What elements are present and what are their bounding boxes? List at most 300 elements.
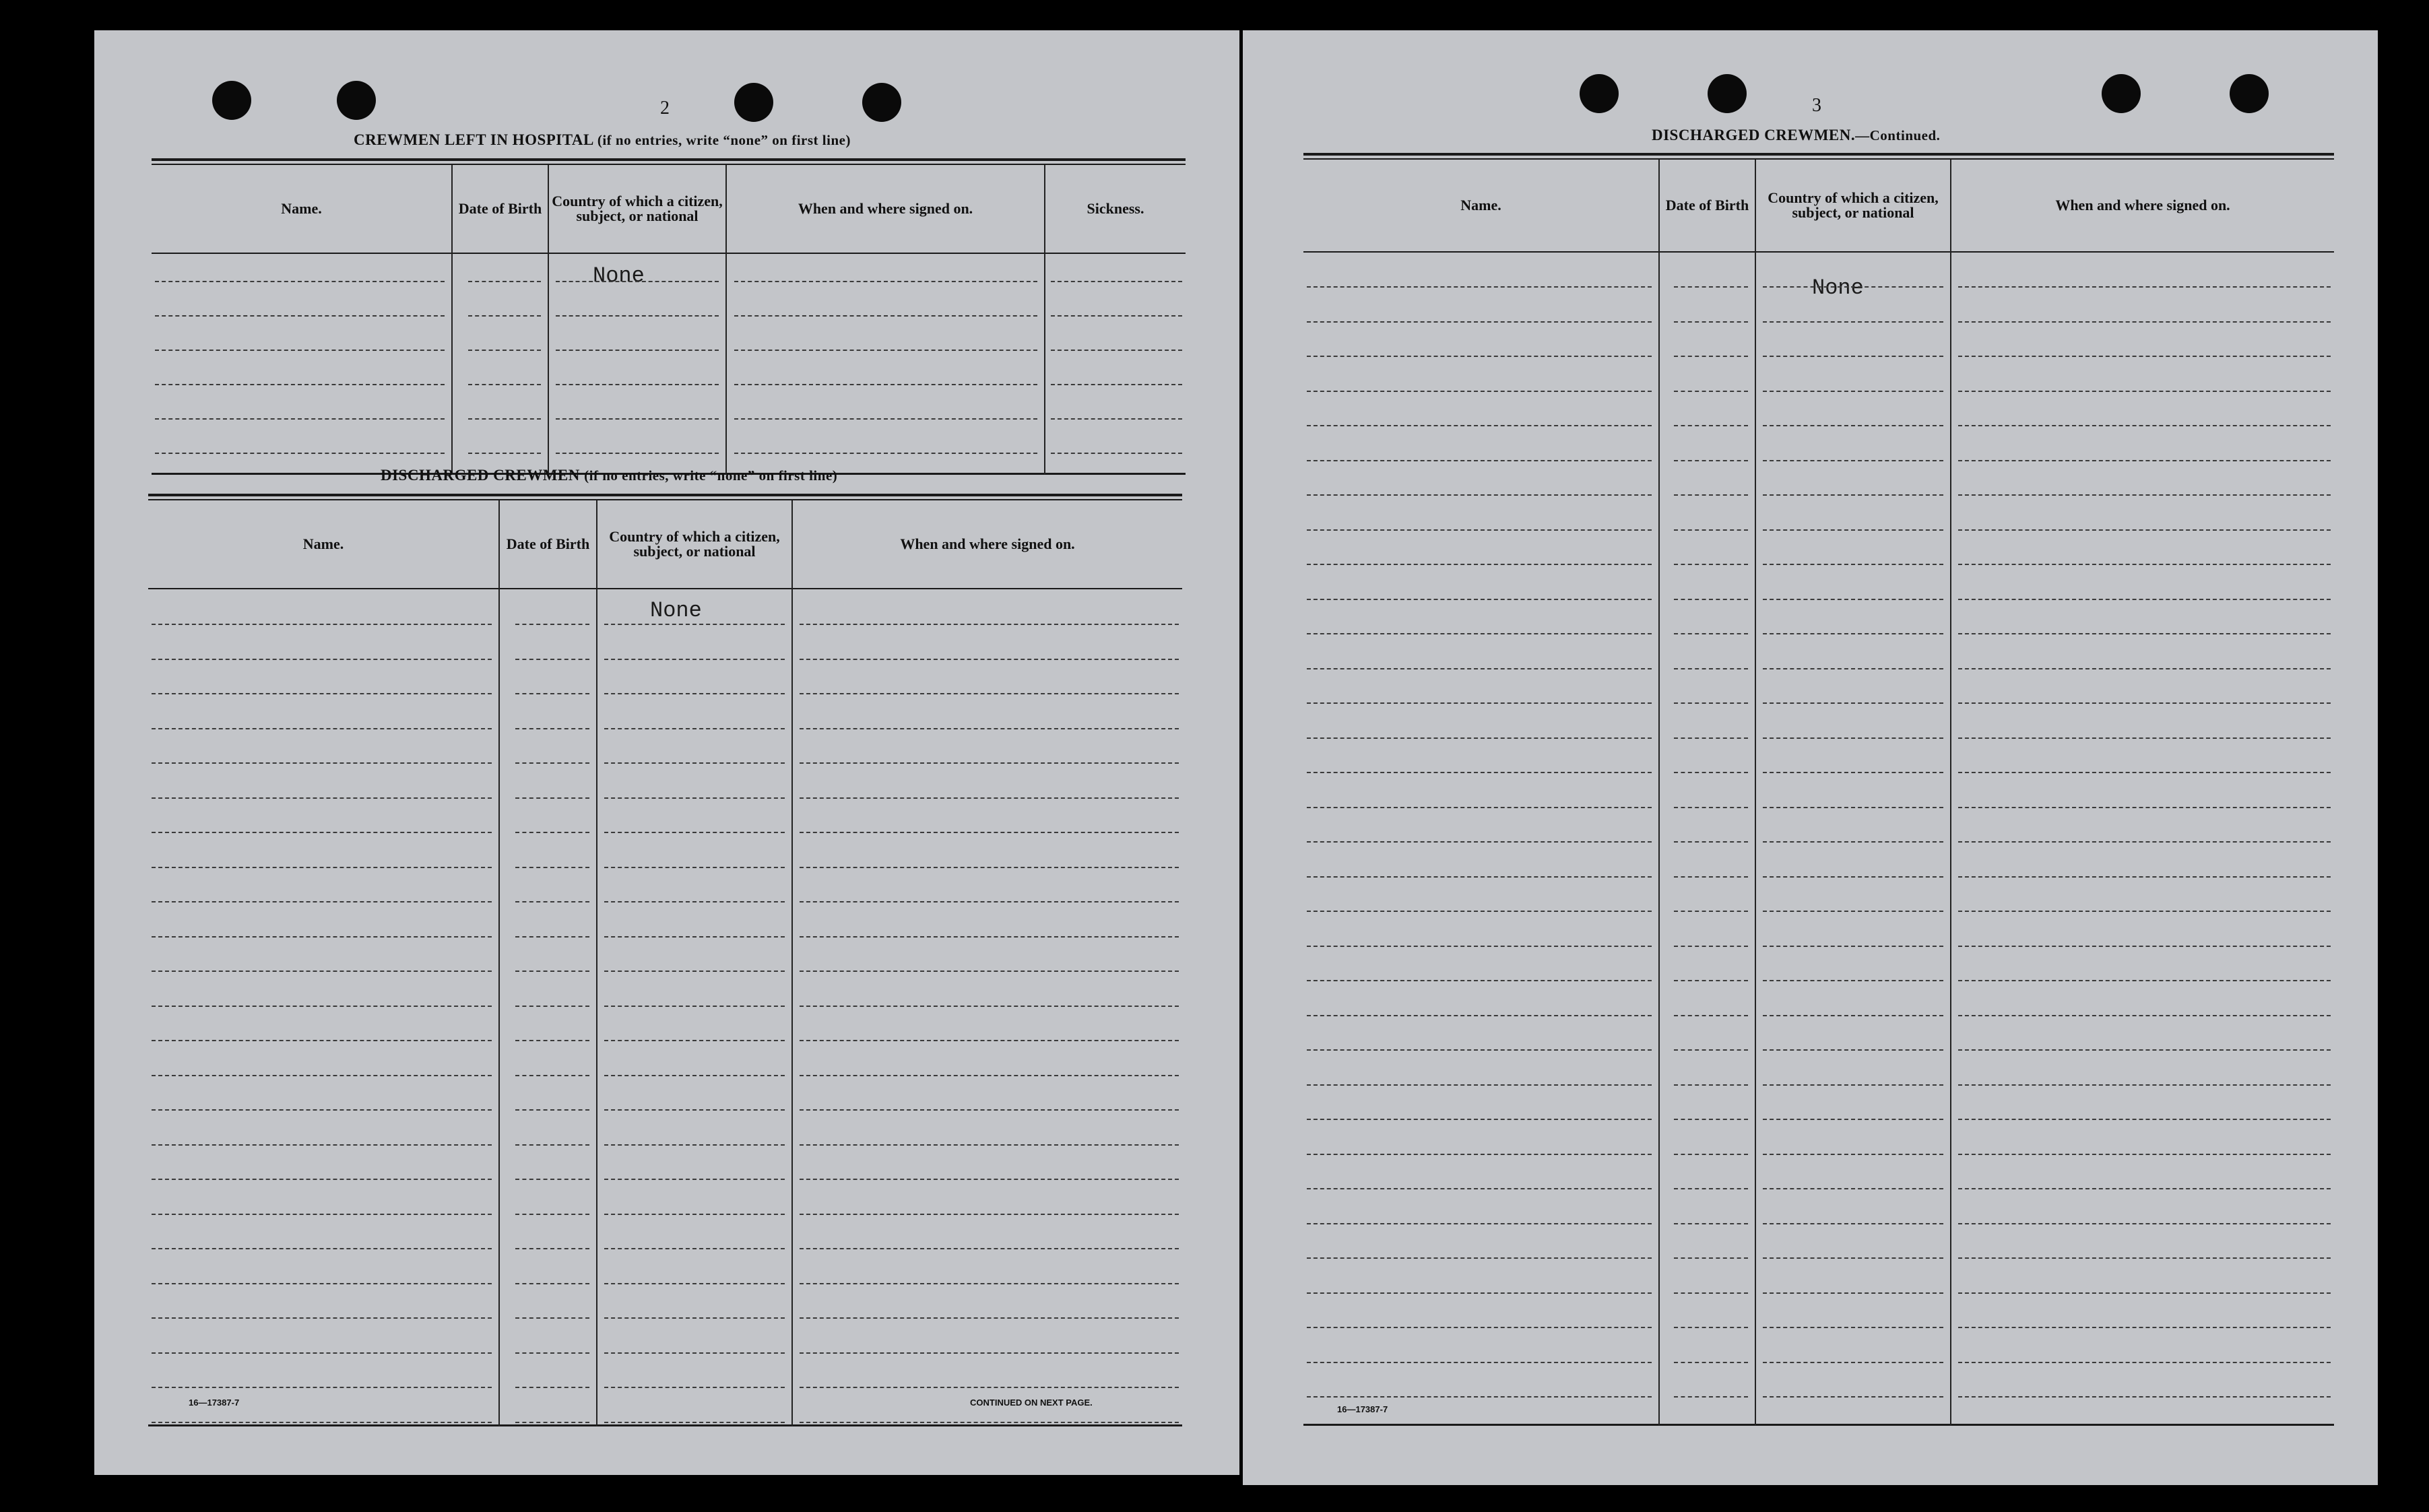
ruled-line (1051, 453, 1182, 454)
ruled-line (1763, 599, 1943, 600)
ruled-line (1307, 1154, 1652, 1155)
ruled-line (800, 728, 1179, 729)
ruled-line (1763, 425, 1943, 426)
ruled-line (152, 901, 492, 902)
ruled-line (1958, 1257, 2331, 1259)
ruled-line (800, 832, 1179, 833)
ruled-line (515, 1144, 589, 1146)
ruled-line (556, 453, 719, 454)
ruled-line (734, 384, 1037, 385)
ruled-line (604, 1248, 785, 1249)
ruled-line (1307, 1049, 1652, 1051)
ruled-line (1958, 668, 2331, 669)
ruled-line (1763, 564, 1943, 565)
ruled-line (152, 1214, 492, 1215)
ruled-line (1958, 1223, 2331, 1224)
ruled-line (604, 971, 785, 972)
ruled-line (1958, 911, 2331, 912)
ruled-line (1307, 1084, 1652, 1086)
ruled-line (155, 315, 445, 317)
ruled-line (1958, 356, 2331, 357)
ruled-line (515, 936, 589, 938)
ruled-line (515, 1214, 589, 1215)
page-number: 3 (1812, 95, 1821, 116)
ruled-line (604, 659, 785, 660)
ruled-line (1674, 807, 1748, 808)
punch-hole (2230, 74, 2269, 113)
ruled-line (152, 1075, 492, 1076)
ruled-line (604, 1144, 785, 1146)
ruled-line (604, 624, 785, 625)
ruled-line (155, 350, 445, 351)
ruled-line (152, 936, 492, 938)
ruled-line (152, 1248, 492, 1249)
column-header-name: Name. (302, 535, 344, 552)
ruled-line (800, 624, 1179, 625)
ruled-line (152, 1352, 492, 1354)
ruled-line (515, 797, 589, 799)
ruled-line (1763, 1049, 1943, 1051)
column-header-dob: Date of Birth (1665, 197, 1749, 213)
ruled-line (1763, 1119, 1943, 1120)
ruled-line (1958, 980, 2331, 981)
ruled-line (1674, 1119, 1748, 1120)
punch-hole (212, 81, 251, 120)
ruled-line (800, 971, 1179, 972)
ruled-line (1958, 807, 2331, 808)
ruled-line (800, 1387, 1179, 1388)
ruled-line (800, 867, 1179, 868)
ruled-line (152, 1283, 492, 1284)
ruled-line (515, 1109, 589, 1111)
ruled-line (800, 693, 1179, 694)
ruled-line (800, 797, 1179, 799)
ruled-line (1958, 1049, 2331, 1051)
column-header-dob: Date of Birth (458, 200, 542, 217)
ruled-line (468, 453, 541, 454)
column-header-country: Country of which a citizen, subject, or national (609, 528, 780, 560)
ruled-line (1674, 633, 1748, 634)
ruled-line (1958, 1292, 2331, 1294)
ruled-line (1763, 876, 1943, 878)
ruled-line (800, 1422, 1179, 1423)
ruled-line (604, 1214, 785, 1215)
hospital-section-title (354, 131, 851, 149)
ruled-line (1958, 321, 2331, 323)
ruled-line (1763, 460, 1943, 461)
ruled-line (1307, 980, 1652, 981)
discharged-title-text: DISCHARGED CREWMEN (381, 467, 580, 484)
ruled-line (1958, 391, 2331, 392)
ruled-line (1674, 702, 1748, 704)
ruled-line (604, 867, 785, 868)
ruled-line (1958, 1119, 2331, 1120)
ruled-line (468, 315, 541, 317)
right-page (1243, 30, 2378, 1485)
ruled-line (155, 384, 445, 385)
punch-hole (337, 81, 376, 120)
ruled-line (515, 624, 589, 625)
ruled-line (604, 1075, 785, 1076)
ruled-line (1958, 564, 2331, 565)
discharged-continued-table (1303, 153, 2334, 1426)
ruled-line (152, 797, 492, 799)
ruled-line (1763, 1396, 1943, 1398)
ruled-line (1307, 737, 1652, 739)
punch-hole (1708, 74, 1747, 113)
ruled-line (152, 832, 492, 833)
ruled-line (1307, 841, 1652, 843)
ruled-line (152, 1006, 492, 1007)
ruled-line (515, 693, 589, 694)
ruled-line (152, 1109, 492, 1111)
ruled-line (152, 762, 492, 764)
ruled-line (1674, 1084, 1748, 1086)
column-header-name: Name. (1460, 197, 1501, 213)
continued-suffix: —Continued. (1855, 127, 1941, 143)
ruled-line (152, 1144, 492, 1146)
ruled-line (515, 1387, 589, 1388)
ruled-line (800, 1214, 1179, 1215)
ruled-line (1763, 356, 1943, 357)
ruled-line (1763, 807, 1943, 808)
ruled-line (1958, 1362, 2331, 1363)
ruled-line (1051, 350, 1182, 351)
ruled-line (1958, 599, 2331, 600)
ruled-line (152, 624, 492, 625)
ruled-line (1307, 564, 1652, 565)
ruled-line (1763, 1015, 1943, 1016)
punch-hole (862, 83, 901, 122)
ruled-line (1307, 494, 1652, 496)
ruled-line (1307, 946, 1652, 947)
ruled-line (515, 901, 589, 902)
ruled-line (1307, 807, 1652, 808)
ruled-line (515, 728, 589, 729)
ruled-line (1958, 1084, 2331, 1086)
ruled-line (1763, 980, 1943, 981)
ruled-line (1307, 1362, 1652, 1363)
ruled-line (1674, 911, 1748, 912)
ruled-line (515, 1317, 589, 1319)
ruled-line (734, 315, 1037, 317)
ruled-line (1307, 321, 1652, 323)
ruled-line (1307, 911, 1652, 912)
ruled-line (1958, 1015, 2331, 1016)
ruled-line (1674, 460, 1748, 461)
ruled-line (1763, 1154, 1943, 1155)
ruled-line (1674, 391, 1748, 392)
hospital-entry: None (593, 263, 645, 288)
ruled-line (604, 1179, 785, 1180)
ruled-line (1958, 1396, 2331, 1398)
ruled-line (604, 1109, 785, 1111)
ruled-line (1307, 1327, 1652, 1328)
ruled-line (1763, 494, 1943, 496)
ruled-line (515, 832, 589, 833)
ruled-line (1307, 876, 1652, 878)
column-header-name: Name. (281, 200, 322, 217)
ruled-line (1958, 737, 2331, 739)
ruled-line (1763, 1223, 1943, 1224)
ruled-line (1307, 772, 1652, 773)
ruled-line (1674, 1223, 1748, 1224)
ruled-line (800, 1283, 1179, 1284)
ruled-line (1674, 1257, 1748, 1259)
ruled-line (1307, 286, 1652, 288)
ruled-line (1674, 599, 1748, 600)
column-header-sickness: Sickness. (1087, 200, 1144, 217)
punch-hole (1580, 74, 1619, 113)
continued-note: CONTINUED ON NEXT PAGE. (970, 1398, 1093, 1408)
ruled-line (1763, 946, 1943, 947)
ruled-line (1763, 391, 1943, 392)
column-header-signed-on: When and where signed on. (900, 535, 1075, 552)
ruled-line (1051, 384, 1182, 385)
ruled-line (1958, 1154, 2331, 1155)
ruled-line (604, 1317, 785, 1319)
ruled-line (1674, 772, 1748, 773)
form-number: 16—17387-7 (1337, 1404, 1388, 1414)
ruled-line (604, 901, 785, 902)
ruled-line (1674, 1327, 1748, 1328)
ruled-line (1763, 1188, 1943, 1189)
ruled-line (1307, 633, 1652, 634)
ruled-line (1763, 1327, 1943, 1328)
ruled-line (1763, 286, 1943, 288)
ruled-line (1307, 668, 1652, 669)
ruled-line (1674, 1188, 1748, 1189)
ruled-line (1051, 418, 1182, 420)
hospital-instruction: (if no entries, write “none” on first line) (597, 132, 851, 148)
ruled-line (1307, 1257, 1652, 1259)
form-number: 16—17387-7 (189, 1398, 240, 1408)
ruled-line (1307, 1292, 1652, 1294)
page-number: 2 (660, 98, 670, 119)
ruled-line (1674, 1292, 1748, 1294)
ruled-line (1763, 1292, 1943, 1294)
ruled-line (1958, 460, 2331, 461)
ruled-line (1958, 425, 2331, 426)
ruled-line (604, 1352, 785, 1354)
ruled-line (800, 1109, 1179, 1111)
ruled-line (515, 1352, 589, 1354)
ruled-line (468, 418, 541, 420)
ruled-line (1307, 1396, 1652, 1398)
ruled-line (1763, 1362, 1943, 1363)
ruled-line (1763, 737, 1943, 739)
ruled-line (1763, 702, 1943, 704)
ruled-line (604, 1283, 785, 1284)
ruled-line (556, 384, 719, 385)
discharged-entry: None (650, 598, 702, 623)
discharged-continued-title-text: DISCHARGED CREWMEN. (1652, 127, 1856, 143)
discharged-continued-entry: None (1812, 275, 1864, 300)
ruled-line (800, 1248, 1179, 1249)
ruled-line (734, 281, 1037, 282)
ruled-line (800, 1075, 1179, 1076)
ruled-line (1674, 841, 1748, 843)
ruled-line (1307, 1188, 1652, 1189)
ruled-line (468, 350, 541, 351)
ruled-line (800, 1352, 1179, 1354)
punch-hole (2102, 74, 2141, 113)
ruled-line (155, 453, 445, 454)
ruled-line (152, 1317, 492, 1319)
ruled-line (734, 418, 1037, 420)
ruled-line (800, 762, 1179, 764)
ruled-line (515, 1006, 589, 1007)
discharged-section-title (381, 467, 837, 484)
hospital-table (152, 158, 1186, 475)
ruled-line (1674, 494, 1748, 496)
ruled-line (556, 418, 719, 420)
ruled-line (800, 936, 1179, 938)
ruled-line (1307, 1015, 1652, 1016)
ruled-line (1674, 876, 1748, 878)
ruled-line (604, 728, 785, 729)
column-header-signed-on: When and where signed on. (2055, 197, 2230, 213)
ruled-line (152, 1179, 492, 1180)
ruled-line (515, 659, 589, 660)
ruled-line (468, 281, 541, 282)
ruled-line (556, 281, 719, 282)
ruled-line (800, 1040, 1179, 1041)
ruled-line (1763, 772, 1943, 773)
ruled-line (515, 1179, 589, 1180)
ruled-line (604, 1422, 785, 1423)
ruled-line (1674, 529, 1748, 531)
ruled-line (1674, 286, 1748, 288)
ruled-line (1674, 668, 1748, 669)
ruled-line (152, 867, 492, 868)
ruled-line (1958, 1327, 2331, 1328)
ruled-line (1763, 321, 1943, 323)
ruled-line (152, 659, 492, 660)
ruled-line (604, 1387, 785, 1388)
ruled-line (155, 281, 445, 282)
ruled-line (515, 1283, 589, 1284)
ruled-line (800, 1317, 1179, 1319)
ruled-line (604, 832, 785, 833)
ruled-line (1674, 564, 1748, 565)
ruled-line (515, 1422, 589, 1423)
ruled-line (1674, 1049, 1748, 1051)
discharged-instruction: (if no entries, write “none” on first line) (584, 467, 838, 484)
ruled-line (1763, 841, 1943, 843)
ruled-line (1307, 1223, 1652, 1224)
ruled-line (1958, 876, 2331, 878)
ruled-line (604, 1040, 785, 1041)
column-header-country: Country of which a citizen, subject, or national (552, 193, 723, 224)
ruled-line (1051, 281, 1182, 282)
ruled-line (556, 315, 719, 317)
ruled-line (800, 1144, 1179, 1146)
ruled-line (1674, 1396, 1748, 1398)
ruled-line (152, 1422, 492, 1423)
ruled-line (468, 384, 541, 385)
ruled-line (152, 971, 492, 972)
ruled-line (1674, 425, 1748, 426)
ruled-line (1307, 702, 1652, 704)
ruled-line (1763, 1257, 1943, 1259)
ruled-line (734, 350, 1037, 351)
ruled-line (1958, 841, 2331, 843)
ruled-line (1674, 321, 1748, 323)
ruled-line (604, 1006, 785, 1007)
ruled-line (515, 1248, 589, 1249)
ruled-line (1674, 737, 1748, 739)
ruled-line (1674, 356, 1748, 357)
ruled-line (1958, 633, 2331, 634)
ruled-line (604, 693, 785, 694)
ruled-line (1674, 946, 1748, 947)
ruled-line (1307, 391, 1652, 392)
hospital-title-text: CREWMEN LEFT IN HOSPITAL (354, 131, 593, 148)
ruled-line (1958, 286, 2331, 288)
ruled-line (1307, 460, 1652, 461)
left-page (94, 30, 1239, 1475)
ruled-line (1958, 1188, 2331, 1189)
ruled-line (1307, 1119, 1652, 1120)
ruled-line (800, 1179, 1179, 1180)
discharged-table (148, 494, 1182, 1426)
ruled-line (604, 797, 785, 799)
ruled-line (1763, 633, 1943, 634)
ruled-line (1763, 668, 1943, 669)
ruled-line (515, 867, 589, 868)
ruled-line (1307, 599, 1652, 600)
ruled-line (152, 693, 492, 694)
ruled-line (1051, 315, 1182, 317)
ruled-line (1958, 772, 2331, 773)
discharged-continued-title (1652, 127, 1940, 144)
ruled-line (800, 1006, 1179, 1007)
ruled-line (1958, 494, 2331, 496)
ruled-line (1307, 425, 1652, 426)
ruled-line (604, 762, 785, 764)
ruled-line (515, 971, 589, 972)
column-header-signed-on: When and where signed on. (798, 200, 973, 217)
ruled-line (1307, 356, 1652, 357)
ruled-line (734, 453, 1037, 454)
ruled-line (1958, 946, 2331, 947)
column-header-country: Country of which a citizen, subject, or national (1768, 189, 1939, 221)
ruled-line (1674, 980, 1748, 981)
ruled-line (152, 1040, 492, 1041)
ruled-line (1763, 911, 1943, 912)
ruled-line (800, 901, 1179, 902)
ruled-line (1958, 702, 2331, 704)
punch-hole (734, 83, 773, 122)
ruled-line (152, 728, 492, 729)
ruled-line (152, 1387, 492, 1388)
ruled-line (1958, 529, 2331, 531)
ruled-line (800, 659, 1179, 660)
ruled-line (155, 418, 445, 420)
ruled-line (515, 1075, 589, 1076)
ruled-line (1763, 1084, 1943, 1086)
ruled-line (1763, 529, 1943, 531)
ruled-line (556, 350, 719, 351)
ruled-line (1674, 1015, 1748, 1016)
ruled-line (515, 762, 589, 764)
ruled-line (1674, 1154, 1748, 1155)
ruled-line (1674, 1362, 1748, 1363)
ruled-line (604, 936, 785, 938)
ruled-line (515, 1040, 589, 1041)
column-header-dob: Date of Birth (506, 535, 590, 552)
